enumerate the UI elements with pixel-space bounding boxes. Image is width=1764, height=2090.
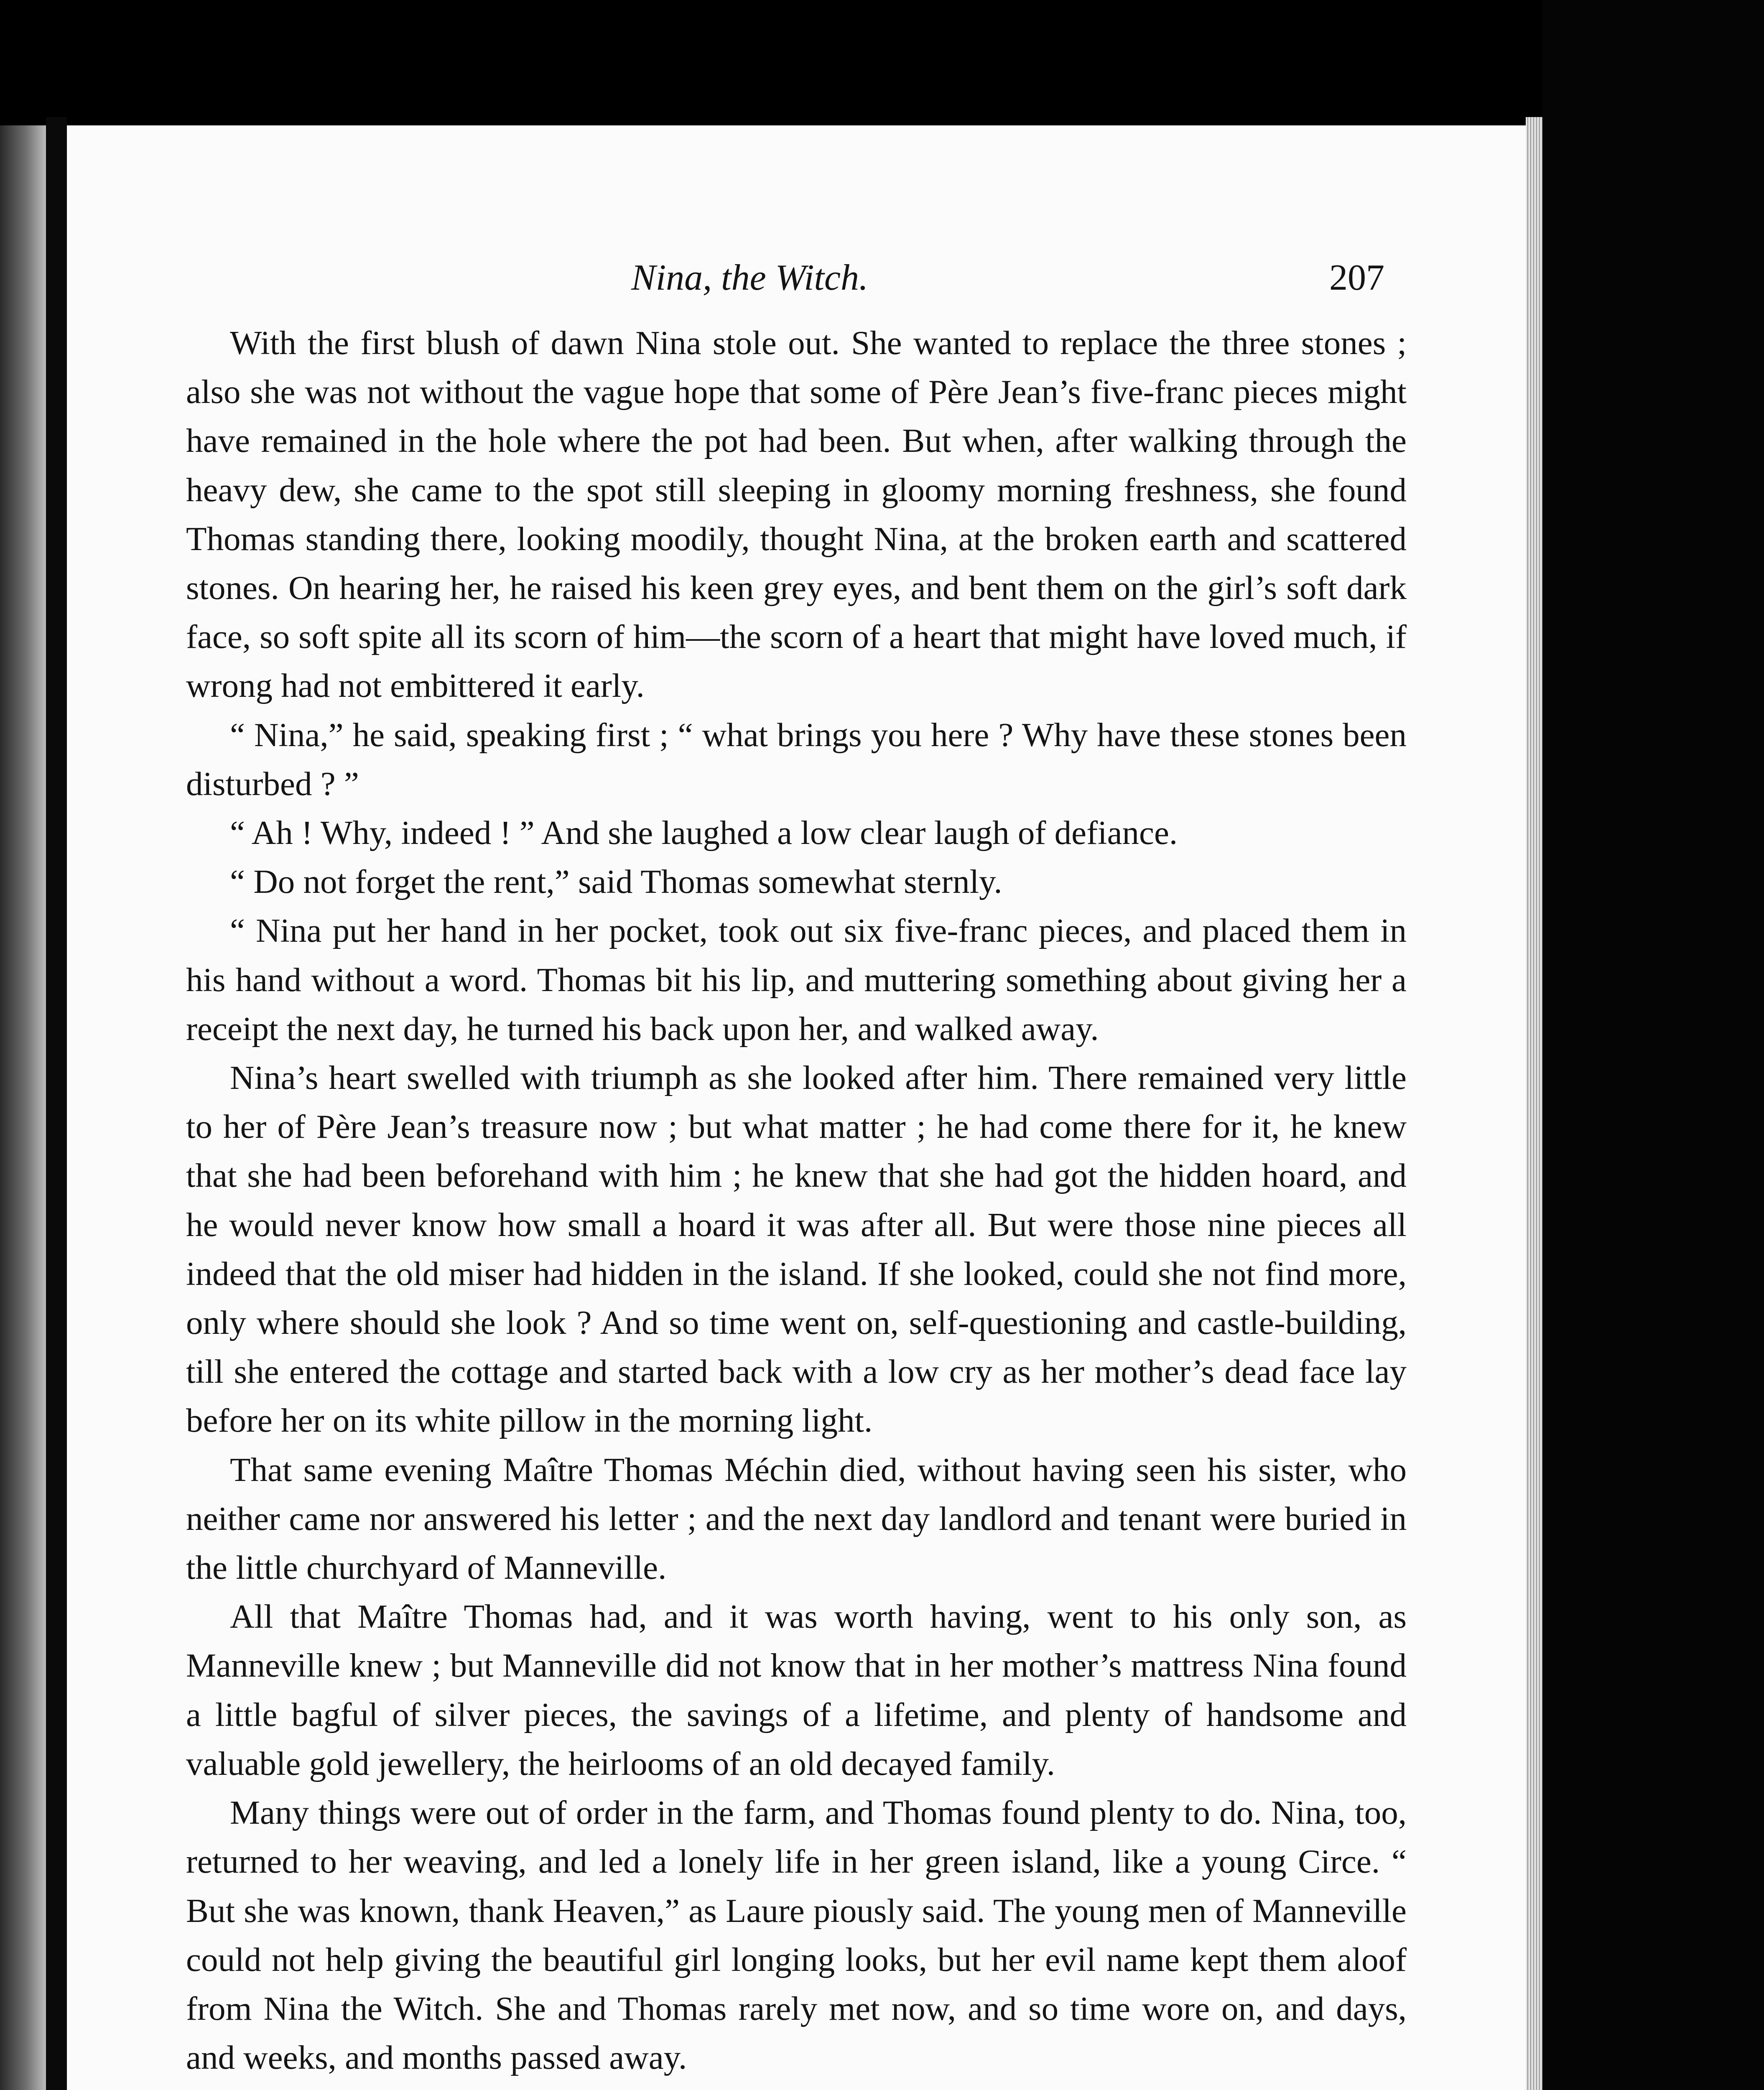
paragraph: Nina’s heart swelled with triumph as she looked after him. There remained very little to her of Père Jean’s treasure now ; but what matter ; he had come there for it, he knew that she had been beforehand with him ; he knew that she had got the hidden hoard, and he would never know how small a hoard it was after all. But were those nine pieces all indeed that the old miser had hidden in the island. If she looked, could she not find more, only where should she look ? And so time went on, self-questioning and castle-building, till she entered the cottage and started back with a low cry as her mother’s dead face lay before her on its white pillow in the morning light. xyxy=(186,1059,1407,1440)
running-head xyxy=(67,255,1526,301)
page-stack-edge xyxy=(1526,117,1542,2090)
body-text xyxy=(186,319,1407,2082)
paragraph: “ Nina,” he said, speaking first ; “ what brings you here ? Why have these stones been disturbed ? ” xyxy=(186,716,1407,803)
paragraph: That same evening Maître Thomas Méchin died, without having seen his sister, who neither came nor answered his letter ; and the next day landlord and tenant were buried in the little churchyard of Manneville. xyxy=(186,1450,1407,1587)
page-header-title: Nina, the Witch. xyxy=(631,257,869,298)
paragraph: Many things were out of order in the farm, and Thomas found plenty to do. Nina, too, returned to her weaving, and led a lonely life in her green island, like a young Circe. “ But she was known, thank Heaven,” as Laure piously said. The young men of Manneville could not help giving the beautiful girl longing looks, but her evil name kept them aloof from Nina the Witch. She and Thomas rarely met now, and so time wore on, and days, and weeks, and months passed away. xyxy=(186,1794,1407,2077)
paragraph: With the first blush of dawn Nina stole out. She wanted to replace the three stones ; also she was not without the vague hope that some of Père Jean’s five-franc pieces might have remained in the hole where the pot had been. But when, after walking through the heavy dew, she came to the spot still sleeping in gloomy morning freshness, she found Thomas standing there, looking moodily, thought Nina, at the broken earth and scattered stones. On hearing her, he raised his keen grey eyes, and bent them on the girl’s soft dark face, so soft spite all its scorn of him—the scorn of a heart that might have loved much, if wrong had not embittered it early. xyxy=(186,324,1407,705)
dark-background xyxy=(1542,0,1764,2090)
paragraph: All that Maître Thomas had, and it was worth having, went to his only son, as Manneville knew ; but Manneville did not know that in her mother’s mattress Nina found a little bagful of silver pieces, the savings of a lifetime, and plenty of handsome and valuable gold jewellery, the heirlooms of an old decayed family. xyxy=(186,1598,1407,1782)
paragraph: “ Ah ! Why, indeed ! ” And she laughed a low clear laugh of defiance. xyxy=(230,814,1178,852)
page-number: 207 xyxy=(1329,257,1384,298)
book-gutter xyxy=(46,117,67,2090)
paragraph: “ Nina put her hand in her pocket, took out six five-franc pieces, and placed them in his hand without a word. Thomas bit his lip, and muttering something about giving her a receipt the next day, he turned his back upon her, and walked away. xyxy=(186,912,1407,1048)
paragraph: “ Do not forget the rent,” said Thomas somewhat sternly. xyxy=(230,863,1002,901)
facing-page-edge xyxy=(0,125,46,2090)
